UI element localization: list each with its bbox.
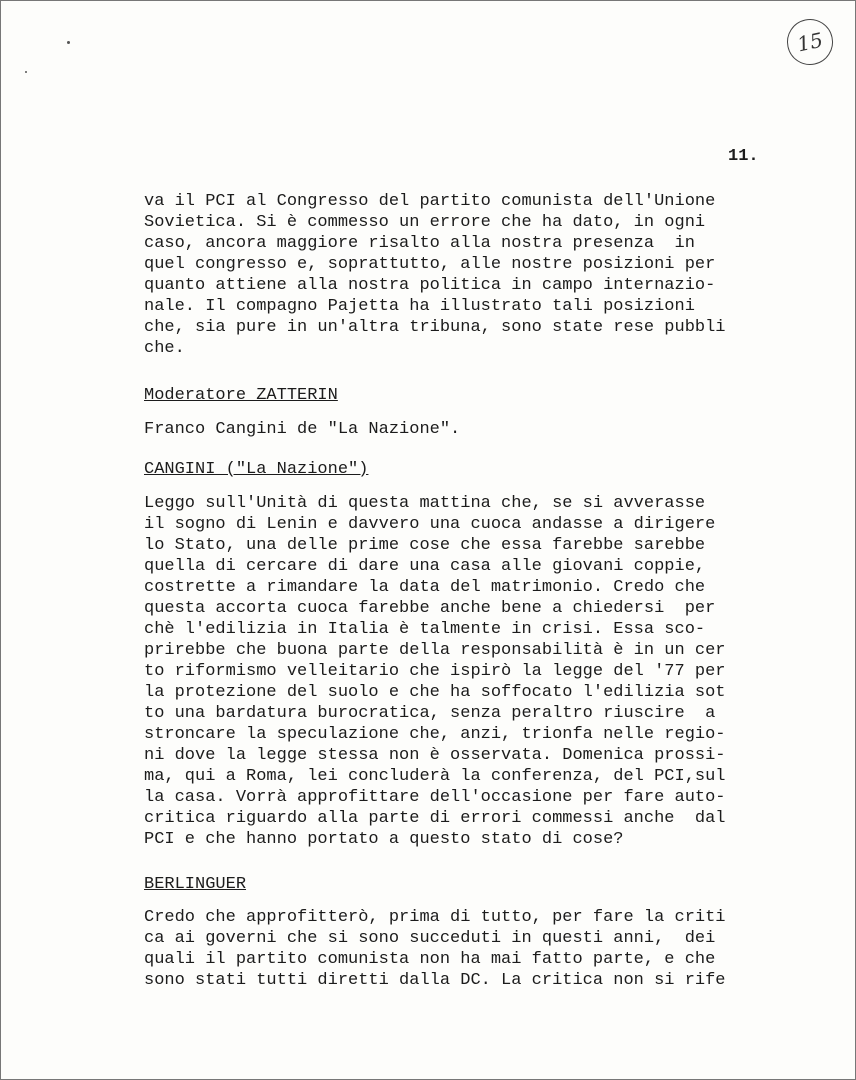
text-line: costrette a rimandare la data del matrimonio. Credo che	[144, 578, 706, 597]
text-line: Franco Cangini de "La Nazione".	[144, 420, 461, 439]
text-line: che.	[144, 339, 185, 358]
text-line: nale. Il compagno Pajetta ha illustrato tali posizioni	[144, 297, 695, 316]
text-line: quanto attiene alla nostra politica in campo internazio-	[144, 276, 716, 295]
text-line: prirebbe che buona parte della responsabilità è in un cer	[144, 641, 726, 660]
speaker-heading-zatterin: Moderatore ZATTERIN	[144, 386, 338, 405]
text-line: la casa. Vorrà approfittare dell'occasione per fare auto-	[144, 788, 726, 807]
text-line: quali il partito comunista non ha mai fatto parte, e che	[144, 950, 716, 969]
text-line: che, sia pure in un'altra tribuna, sono state rese pubbli	[144, 318, 726, 337]
text-line: questa accorta cuoca farebbe anche bene a chiedersi per	[144, 599, 716, 618]
page-number: 11.	[728, 147, 759, 166]
text-line: PCI e che hanno portato a questo stato di cose?	[144, 830, 624, 849]
speaker-heading-cangini: CANGINI ("La Nazione")	[144, 460, 369, 479]
text-line: to riformismo velleitario che ispirò la legge del '77 per	[144, 662, 726, 681]
text-line: Credo che approfitterò, prima di tutto, per fare la criti	[144, 908, 726, 927]
text-line: quel congresso e, soprattutto, alle nostre posizioni per	[144, 255, 716, 274]
ink-speck	[67, 41, 70, 44]
text-line: Leggo sull'Unità di questa mattina che, se si avverasse	[144, 494, 706, 513]
page-stamp: 15	[783, 15, 838, 70]
text-line: la protezione del suolo e che ha soffocato l'edilizia sot	[144, 683, 726, 702]
text-line: il sogno di Lenin e davvero una cuoca andasse a dirigere	[144, 515, 716, 534]
text-line: to una bardatura burocratica, senza peraltro riuscire a	[144, 704, 716, 723]
speaker-heading-berlinguer: BERLINGUER	[144, 875, 247, 894]
text-line: Sovietica. Si è commesso un errore che ha dato, in ogni	[144, 213, 706, 232]
text-line: va il PCI al Congresso del partito comunista dell'Unione	[144, 192, 716, 211]
text-line: chè l'edilizia in Italia è talmente in crisi. Essa sco-	[144, 620, 706, 639]
text-line: stroncare la speculazione che, anzi, trionfa nelle regio-	[144, 725, 726, 744]
text-line: ma, qui a Roma, lei concluderà la conferenza, del PCI,sul	[144, 767, 726, 786]
text-line: ca ai governi che si sono succeduti in questi anni, dei	[144, 929, 716, 948]
ink-speck	[25, 71, 27, 73]
text-line: sono stati tutti diretti dalla DC. La critica non si rife	[144, 971, 726, 990]
text-line: caso, ancora maggiore risalto alla nostra presenza in	[144, 234, 695, 253]
text-line: critica riguardo alla parte di errori commessi anche dal	[144, 809, 726, 828]
text-line: ni dove la legge stessa non è osservata. Domenica prossi-	[144, 746, 726, 765]
text-line: quella di cercare di dare una casa alle giovani coppie,	[144, 557, 706, 576]
text-line: lo Stato, una delle prime cose che essa farebbe sarebbe	[144, 536, 706, 555]
